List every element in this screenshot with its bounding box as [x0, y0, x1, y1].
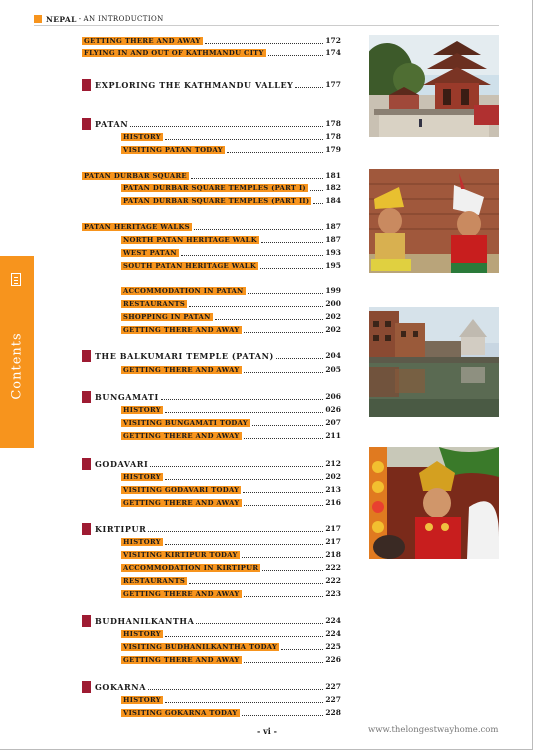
dot-leader — [261, 236, 323, 243]
toc-page-number: 222 — [325, 576, 341, 585]
toc-section-entry[interactable] — [82, 117, 341, 130]
toc-page-number: 178 — [325, 119, 341, 128]
toc-page-number: 172 — [325, 36, 341, 45]
dot-leader — [148, 683, 323, 690]
toc-entry-title: SOUTH PATAN HERITAGE WALK — [123, 261, 257, 270]
toc-entry[interactable] — [82, 35, 341, 46]
toc-entry[interactable] — [121, 430, 341, 441]
toc-entry[interactable] — [121, 575, 341, 586]
dot-leader — [243, 486, 323, 493]
toc-page-number: 211 — [325, 431, 341, 440]
toc-page-number: 218 — [325, 550, 341, 559]
toc-page-number: 213 — [325, 485, 341, 494]
toc-section-entry[interactable] — [82, 522, 341, 535]
header-rule — [34, 25, 499, 26]
toc-entry-title: BUNGAMATI — [95, 391, 159, 402]
toc-section-entry[interactable] — [82, 614, 341, 627]
toc-entry-title: VISITING GODAVARI TODAY — [123, 485, 240, 494]
toc-entry-title: GETTING THERE AND AWAY — [123, 655, 240, 664]
toc-entry-title: GETTING THERE AND AWAY — [123, 431, 240, 440]
toc-section-entry[interactable] — [82, 349, 341, 362]
toc-entry-title: VISITING PATAN TODAY — [123, 145, 223, 154]
contents-label: Contents — [9, 332, 25, 400]
header-subtitle: AN INTRODUCTION — [83, 15, 164, 23]
toc-entry-title: KIRTIPUR — [95, 523, 147, 534]
toc-page-number: 187 — [325, 222, 341, 231]
toc-entry-title: HISTORY — [123, 537, 161, 546]
dot-leader — [189, 300, 323, 307]
toc-entry-title: HISTORY — [123, 472, 161, 481]
toc-entry-title: EXPLORING THE KATHMANDU VALLEY — [95, 79, 294, 90]
toc-page-number: 193 — [325, 248, 341, 257]
toc-page-number: 223 — [325, 589, 341, 598]
toc-page-number: 174 — [325, 48, 341, 57]
toc-entry[interactable] — [121, 298, 341, 309]
toc-entry-title: GOKARNA — [95, 681, 147, 692]
toc-entry-title: SHOPPING IN PATAN — [123, 312, 211, 321]
toc-entry-title: VISITING BUDHANILKANTHA TODAY — [123, 642, 278, 651]
toc-entry-title: VISITING GOKARNA TODAY — [123, 708, 238, 717]
dot-leader — [215, 313, 324, 320]
dot-leader — [189, 577, 323, 584]
toc-page-number: 204 — [325, 351, 341, 360]
toc-page-number: 206 — [325, 392, 341, 401]
toc-entry-title: PATAN — [95, 118, 129, 129]
toc-entry-title: GETTING THERE AND AWAY — [123, 498, 240, 507]
dot-leader — [191, 172, 323, 179]
toc-page-number: 202 — [325, 312, 341, 321]
toc-page-number: 181 — [325, 171, 341, 180]
dot-leader — [268, 49, 324, 56]
toc-entry[interactable] — [121, 707, 341, 718]
header-square-icon — [34, 15, 42, 23]
toc-entry-title: HISTORY — [123, 629, 161, 638]
toc-page-number: 199 — [325, 286, 341, 295]
toc-page-number: 224 — [325, 616, 341, 625]
toc-entry-title: ACCOMMODATION IN KIRTIPUR — [123, 563, 259, 572]
header-separator: - — [78, 15, 82, 23]
page-number: - vi - — [257, 726, 277, 736]
toc-entry[interactable] — [121, 364, 341, 375]
dot-leader — [248, 287, 324, 294]
dot-leader — [165, 406, 323, 413]
toc-page-number: 212 — [325, 459, 341, 468]
section-marker-icon — [82, 391, 91, 403]
section-marker-icon — [82, 118, 91, 130]
toc-entry-title: VISITING BUNGAMATI TODAY — [123, 418, 249, 427]
toc-entry[interactable] — [121, 654, 341, 665]
toc-section-entry[interactable] — [82, 390, 341, 403]
toc-entry-title: NORTH PATAN HERITAGE WALK — [123, 235, 257, 244]
toc-page-number: 184 — [325, 196, 341, 205]
toc-page-number: 182 — [325, 183, 341, 192]
dot-leader — [165, 473, 323, 480]
toc-entry-title: RESTAURANTS — [123, 576, 186, 585]
dot-leader — [148, 525, 323, 532]
toc-page-number: 026 — [325, 405, 341, 414]
dot-leader — [244, 432, 324, 439]
toc-page-number: 225 — [325, 642, 341, 651]
toc-page-number: 200 — [325, 299, 341, 308]
footer-url: www.thelongestwayhome.com — [368, 725, 499, 735]
toc-entry-title: GODAVARI — [95, 458, 149, 469]
dot-leader — [205, 37, 324, 44]
toc-page-number: 177 — [325, 80, 341, 89]
document-icon — [11, 273, 21, 286]
section-marker-icon — [82, 350, 91, 362]
toc-page-number: 202 — [325, 325, 341, 334]
toc-entry-title: THE BALKUMARI TEMPLE (PATAN) — [95, 350, 274, 361]
dot-leader — [194, 223, 323, 230]
dot-leader — [260, 262, 323, 269]
toc-entry[interactable] — [121, 234, 341, 245]
toc-entry-title: GETTING THERE AND AWAY — [123, 365, 240, 374]
toc-entry-title: FLYING IN AND OUT OF KATHMANDU CITY — [84, 48, 264, 57]
dot-leader — [242, 551, 324, 558]
toc-page-number: 224 — [325, 629, 341, 638]
dot-leader — [281, 643, 323, 650]
dot-leader — [165, 538, 323, 545]
section-marker-icon — [82, 681, 91, 693]
dot-leader — [181, 249, 324, 256]
photo-pond-buildings — [369, 307, 499, 417]
dot-leader — [165, 696, 323, 703]
dot-leader — [310, 184, 323, 191]
dot-leader — [242, 709, 324, 716]
toc-entry-title: GETTING THERE AND AWAY — [123, 325, 240, 334]
toc-entry-title: BUDHANILKANTHA — [95, 615, 195, 626]
toc-page-number: 217 — [325, 524, 341, 533]
toc-entry-title: VISITING KIRTIPUR TODAY — [123, 550, 238, 559]
toc-entry-title: RESTAURANTS — [123, 299, 186, 308]
toc-entry[interactable] — [121, 144, 341, 155]
toc-section-entry[interactable] — [82, 78, 341, 91]
dot-leader — [196, 617, 323, 624]
dot-leader — [313, 197, 323, 204]
toc-entry-title: GETTING THERE AND AWAY — [84, 36, 201, 45]
toc-entry-title: ACCOMMODATION IN PATAN — [123, 286, 244, 295]
dot-leader — [165, 630, 323, 637]
toc-entry[interactable] — [121, 628, 341, 639]
photo-children-costume — [369, 169, 499, 273]
toc-entry[interactable] — [82, 47, 341, 58]
toc-section-entry[interactable] — [82, 680, 341, 693]
toc-entry[interactable] — [121, 694, 341, 705]
toc-entry[interactable] — [121, 484, 341, 495]
toc-page-number: 228 — [325, 708, 341, 717]
toc-entry-title: HISTORY — [123, 405, 161, 414]
toc-entry[interactable] — [121, 404, 341, 415]
toc-entry-title: PATAN DURBAR SQUARE TEMPLES (PART I) — [123, 183, 306, 192]
toc-entry[interactable] — [121, 131, 341, 142]
toc-entry[interactable] — [121, 417, 341, 428]
dot-leader — [295, 81, 323, 88]
section-marker-icon — [82, 458, 91, 470]
toc-entry-title: PATAN DURBAR SQUARE — [84, 171, 187, 180]
toc-page-number: 187 — [325, 235, 341, 244]
toc-page-number: 227 — [325, 682, 341, 691]
toc-entry[interactable] — [121, 260, 341, 271]
dot-leader — [130, 120, 323, 127]
photo-pagoda-temple — [369, 35, 499, 137]
section-marker-icon — [82, 615, 91, 627]
toc-page-number: 217 — [325, 537, 341, 546]
toc-page-number: 227 — [325, 695, 341, 704]
header-title: NEPAL — [46, 14, 77, 24]
toc-entry[interactable] — [82, 170, 341, 181]
dot-leader — [276, 352, 323, 359]
toc-entry-title: PATAN DURBAR SQUARE TEMPLES (PART II) — [123, 196, 310, 205]
toc-page-number: 222 — [325, 563, 341, 572]
toc-page-number: 202 — [325, 472, 341, 481]
toc-entry[interactable] — [121, 641, 341, 652]
toc-entry[interactable] — [121, 182, 341, 193]
toc-entry[interactable] — [121, 497, 341, 508]
running-header — [34, 13, 164, 25]
toc-entry[interactable] — [121, 549, 341, 560]
dot-leader — [165, 133, 323, 140]
section-marker-icon — [82, 79, 91, 91]
dot-leader — [150, 460, 323, 467]
toc-page-number: 178 — [325, 132, 341, 141]
toc-entry[interactable] — [121, 536, 341, 547]
toc-entry[interactable] — [82, 221, 341, 232]
toc-page-number: 195 — [325, 261, 341, 270]
dot-leader — [161, 393, 324, 400]
toc-page-number: 179 — [325, 145, 341, 154]
toc-entry-title: HISTORY — [123, 695, 161, 704]
toc-entry[interactable] — [121, 285, 341, 296]
dot-leader — [244, 656, 324, 663]
dot-leader — [244, 499, 324, 506]
toc-page-number: 205 — [325, 365, 341, 374]
dot-leader — [244, 326, 324, 333]
toc-page-number: 207 — [325, 418, 341, 427]
contents-side-tab — [0, 256, 34, 448]
dot-leader — [262, 564, 323, 571]
dot-leader — [244, 590, 324, 597]
toc-entry[interactable] — [121, 588, 341, 599]
toc-entry[interactable] — [121, 562, 341, 573]
toc-entry-title: HISTORY — [123, 132, 161, 141]
dot-leader — [227, 146, 323, 153]
toc-entry-title: GETTING THERE AND AWAY — [123, 589, 240, 598]
toc-entry-title: PATAN HERITAGE WALKS — [84, 222, 190, 231]
toc-page-number: 226 — [325, 655, 341, 664]
toc-entry[interactable] — [121, 471, 341, 482]
toc-page-number: 216 — [325, 498, 341, 507]
photo-festival-chariot — [369, 447, 499, 559]
toc-entry[interactable] — [121, 324, 341, 335]
toc-entry[interactable] — [121, 311, 341, 322]
toc-entry-title: WEST PATAN — [123, 248, 177, 257]
toc-entry[interactable] — [121, 195, 341, 206]
dot-leader — [244, 366, 324, 373]
section-marker-icon — [82, 523, 91, 535]
dot-leader — [252, 419, 323, 426]
toc-entry[interactable] — [121, 247, 341, 258]
toc-section-entry[interactable] — [82, 457, 341, 470]
